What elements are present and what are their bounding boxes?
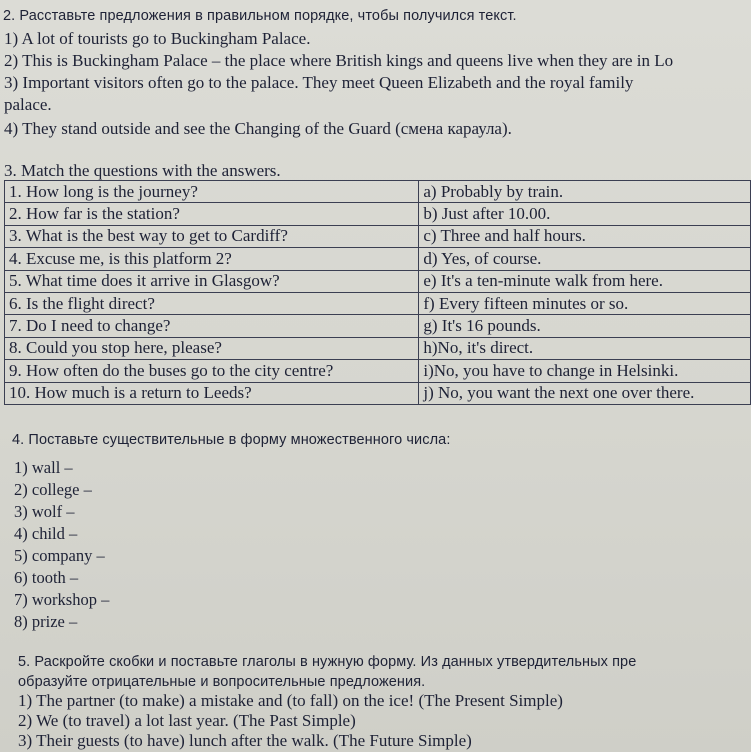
question-cell: 8. Could you stop here, please? <box>5 337 419 359</box>
task5-sentence-1: 1) The partner (to make) a mistake and (to fall) on the ice! (The Present Simple) <box>18 691 563 710</box>
plural-item: 2) college – <box>14 480 92 499</box>
table-row <box>5 292 751 314</box>
plural-item: 8) prize – <box>14 612 78 631</box>
task2-sentence-3-continued: palace. <box>4 95 52 114</box>
plural-item: 1) wall – <box>14 458 73 477</box>
answer-cell: c) Three and half hours. <box>419 225 751 247</box>
question-cell: 6. Is the flight direct? <box>5 292 419 314</box>
task5-heading: 5. Раскройте скобки и поставьте глаголы в нужную форму. Из данных утвердительных пре <box>18 654 637 670</box>
answer-cell: j) No, you want the next one over there. <box>419 382 751 404</box>
answer-cell: i)No, you have to change in Helsinki. <box>419 360 751 382</box>
table-row <box>5 315 751 337</box>
plural-item: 5) company – <box>14 546 105 565</box>
table-row <box>5 360 751 382</box>
table-row <box>5 225 751 247</box>
table-row <box>5 337 751 359</box>
task2-heading: 2. Расставьте предложения в правильном порядке, чтобы получился текст. <box>3 8 517 24</box>
task2-sentence-1: 1) A lot of tourists go to Buckingham Palace. <box>4 29 311 48</box>
answer-cell: h)No, it's direct. <box>419 337 751 359</box>
question-cell: 10. How much is a return to Leeds? <box>5 382 419 404</box>
answer-cell: d) Yes, of course. <box>419 248 751 270</box>
answer-cell: e) It's a ten-minute walk from here. <box>419 270 751 292</box>
table-row <box>5 270 751 292</box>
question-cell: 3. What is the best way to get to Cardiff? <box>5 225 419 247</box>
plural-item: 4) child – <box>14 524 78 543</box>
plural-item: 3) wolf – <box>14 502 75 521</box>
table-row <box>5 248 751 270</box>
task4-heading: 4. Поставьте существительные в форму множественного числа: <box>12 432 451 448</box>
task2-sentence-4: 4) They stand outside and see the Changing of the Guard (смена караула). <box>4 119 512 138</box>
answer-cell: g) It's 16 pounds. <box>419 315 751 337</box>
plural-item: 7) workshop – <box>14 590 110 609</box>
task5-heading-continued: образуйте отрицательные и вопросительные предложения. <box>18 674 426 690</box>
table-row <box>5 203 751 225</box>
question-cell: 2. How far is the station? <box>5 203 419 225</box>
table-row <box>5 382 751 404</box>
answer-cell: f) Every fifteen minutes or so. <box>419 292 751 314</box>
task3-heading: 3. Match the questions with the answers. <box>4 161 281 180</box>
task2-sentence-2: 2) This is Buckingham Palace – the place where British kings and queens live when they are in Lo <box>4 51 674 70</box>
question-cell: 5. What time does it arrive in Glasgow? <box>5 270 419 292</box>
question-cell: 4. Excuse me, is this platform 2? <box>5 248 419 270</box>
table-row <box>5 181 751 203</box>
task5-sentence-3: 3) Their guests (to have) lunch after the walk. (The Future Simple) <box>18 731 472 750</box>
question-cell: 1. How long is the journey? <box>5 181 419 203</box>
question-cell: 7. Do I need to change? <box>5 315 419 337</box>
question-cell: 9. How often do the buses go to the city centre? <box>5 360 419 382</box>
answer-cell: a) Probably by train. <box>419 181 751 203</box>
match-table <box>4 180 751 405</box>
task2-sentence-3: 3) Important visitors often go to the palace. They meet Queen Elizabeth and the royal family <box>4 73 634 92</box>
plural-item: 6) tooth – <box>14 568 79 587</box>
task5-sentence-2: 2) We (to travel) a lot last year. (The Past Simple) <box>18 711 356 730</box>
answer-cell: b) Just after 10.00. <box>419 203 751 225</box>
